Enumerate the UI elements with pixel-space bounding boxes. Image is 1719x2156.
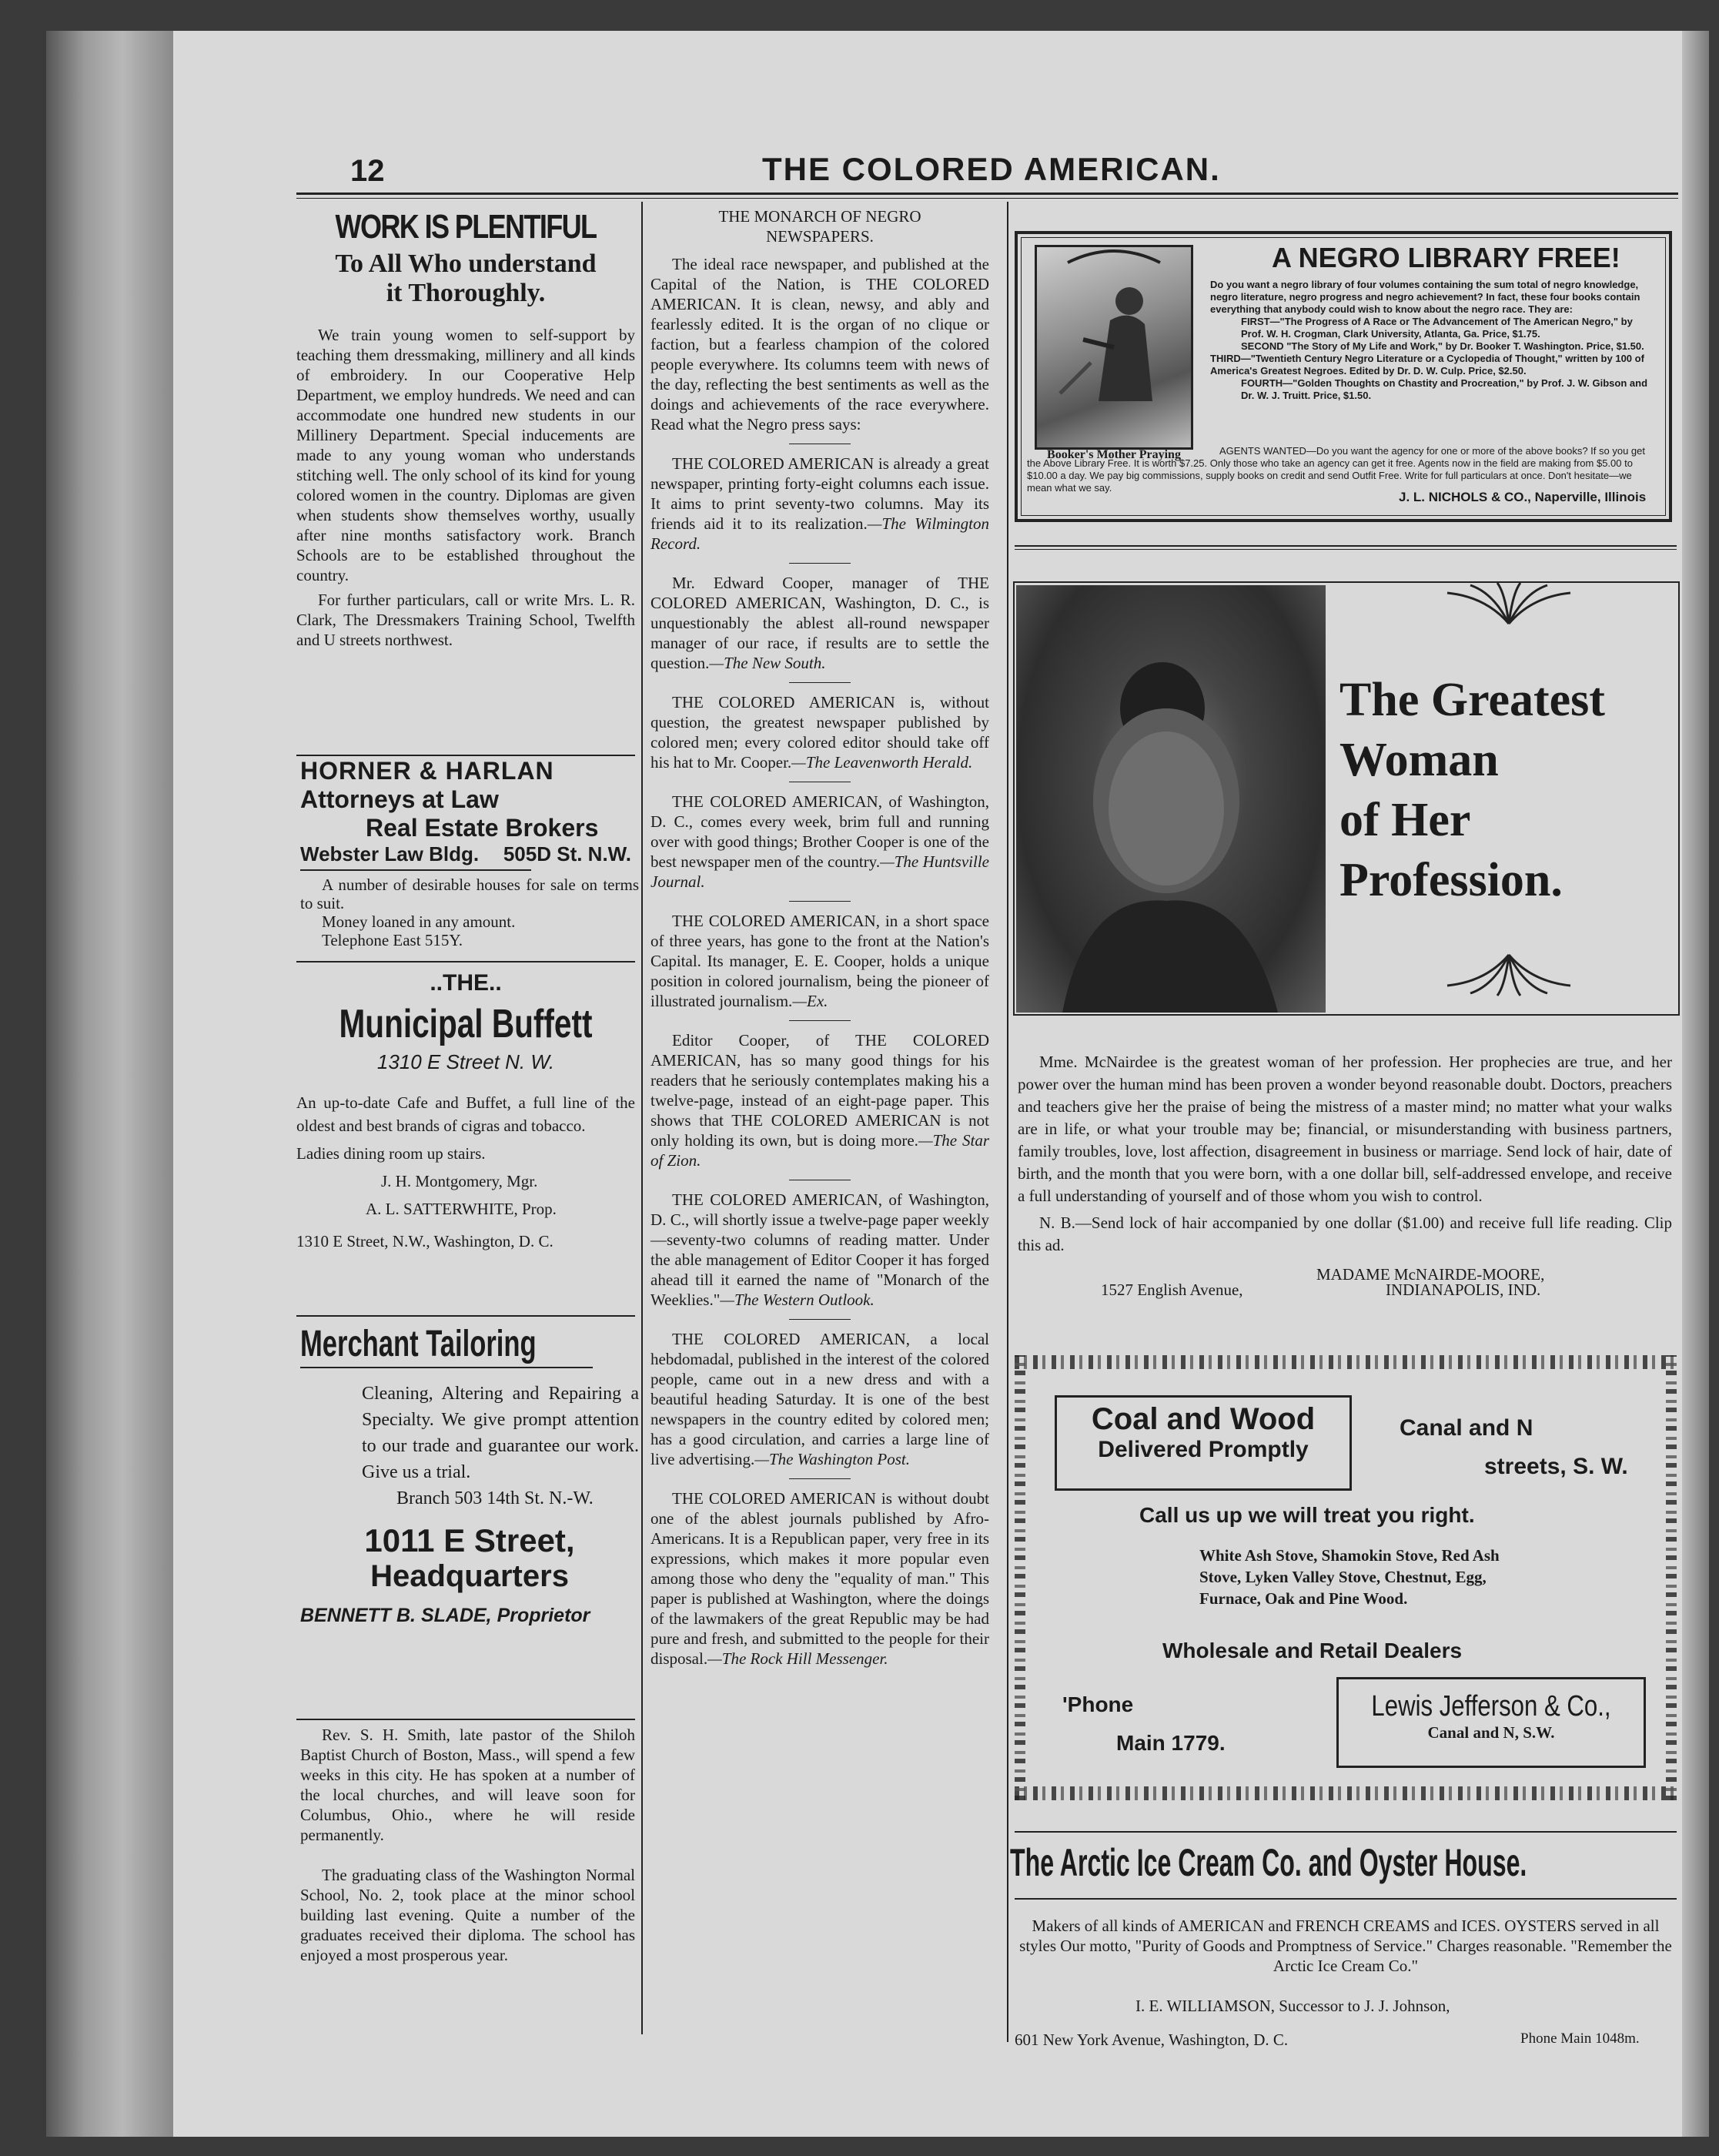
coal-phone1: 'Phone [1062,1692,1134,1716]
library-ad [1015,231,1672,522]
q-rule [789,901,851,902]
library-second: SECOND "The Story of My Life and Work," by Dr. Booker T. Washington. Price, $1.50. [1241,340,1644,352]
tailoring-branch: Branch 503 14th St. N.-W. [396,1488,594,1508]
buffett-ad [296,970,635,1253]
quote-3-src: —The Leavenworth Herald. [791,753,973,772]
mcnairdee-headline-3: of Her [1339,794,1471,846]
q-rule [789,1319,851,1320]
booker-illustration [1035,245,1193,450]
rule-tailoring-top [296,1315,635,1317]
tailoring-proprietor: BENNETT B. SLADE, Proprietor [300,1605,590,1626]
portrait-figure-icon [1016,585,1326,1013]
sunburst-bottom-icon [1440,951,1578,997]
quote-7-src: —The Western Outlook. [720,1291,875,1309]
monarch-title: THE MONARCH OF NEGRO NEWSPAPERS. [718,207,921,246]
q-rule [789,1020,851,1021]
work-p1: We train young women to self-support by teaching them dressmaking, millinery and all kinds of embroidery. In our Cooperative Help Department, we employ hundreds. We need and can accommodate one hundred new students in our Millinery Department. Special inducements are made to any young woman who understands stitching well. The only school of its kind for young colored women in the country. Diplomas are given when students show themselves worthy, usually after nine months satisfactory work. Branch Schools are to be established throughout the country. [296,326,635,584]
buffett-mgr: J. H. Montgomery, Mgr. [381,1172,538,1190]
header-rule-thin [296,198,1678,199]
rule-horner-mid [300,869,531,871]
horner-body [300,875,639,949]
booker-caption: Booker's Mother Praying [1047,448,1181,461]
mcnairdee-p2: N. B.—Send lock of hair accompanied by one dollar ($1.00) and receive full life reading. Clip this ad. [1018,1214,1672,1254]
coal-phone2: Main 1779. [1116,1731,1226,1755]
coal-box2: Delivered Promptly [1098,1437,1309,1462]
work-sub2: it Thoroughly. [386,279,546,307]
library-first: FIRST—"The Progress of A Race or The Advancement of The American Negro," by Prof. W. H. Crogman, Clark University, Atlanta, Ga. Price, $1.75. [1241,316,1633,340]
q-rule [789,1478,851,1479]
coal-title-box [1055,1395,1352,1491]
quote-8: THE COLORED AMERICAN, a local hebdomadal, published in the interest of the colored people, came out in a new dress and with a beautiful heading Saturday. It is one of the best newspapers in the country edited by colored men; has a good circulation, and carries a large line of live advertising. [650,1330,989,1468]
horner-p3: Telephone East 515Y. [322,931,463,949]
library-agents: AGENTS WANTED—Do you want the agency for one or more of the above books? If so you get the Above Library Free. It is worth $7.25. Only those who take an agency can get it free. Agents now in the field are making from $5.00 to $10.00 a day. We pay big commissions, supply books on credit and send Outfit Free. Write for full particulars at once. Don't hesitate—we mean what we say. [1027,445,1646,494]
quote-9-src: —The Rock Hill Messenger. [707,1649,888,1668]
arctic-title: The Arctic Ice Cream Co. and Oyster House. [1010,1841,1527,1884]
mcnairdee-portrait [1016,585,1326,1013]
buffett-footer: 1310 E Street, N.W., Washington, D. C. [296,1232,553,1250]
horner-name: HORNER & HARLAN [300,757,554,785]
quote-3: THE COLORED AMERICAN is, without question, the greatest newspaper published by colored men; every colored editor should take off his hat to Mr. Cooper. [650,693,989,772]
arctic-successor: I. E. WILLIAMSON, Successor to J. J. Johnson, [1135,1997,1450,2015]
q-rule [789,682,851,683]
buffett-p2: Ladies dining room up stairs. [296,1144,486,1163]
book-binding [46,31,173,2137]
column-rule-1 [641,202,643,2034]
quote-6: Editor Cooper, of THE COLORED AMERICAN, has so many good things for his readers that he seriously contemplates making his a twelve-page, instead of an eight-page paper. This shows that THE COLORED AMERICAN is not only holding its own, but is doing more. [650,1031,989,1150]
work-p2: For further particulars, call or write Mrs. L. R. Clark, The Dressmakers Training School, Twelfth and U streets northwest. [296,591,635,649]
buffett-prop: A. L. SATTERWHITE, Prop. [366,1200,557,1218]
smith-note: Rev. S. H. Smith, late pastor of the Shiloh Baptist Church of Boston, Mass., will spend a few weeks in this city. He has spoken at a number of the local churches, and will leave soon for Columbus, Ohio., where he will reside permanently. [300,1726,635,1844]
sunburst-ornament-icon [1440,951,1578,997]
buffett-addr: 1310 E Street N. W. [376,1050,555,1073]
coal-loc1: Canal and N [1400,1415,1533,1441]
coal-border-bottom-icon [1015,1786,1677,1800]
masthead: THE COLORED AMERICAN. [762,151,1221,187]
horner-p2: Money loaned in any amount. [322,912,516,931]
work-body [296,325,635,650]
coal-box1: Coal and Wood [1091,1402,1316,1436]
rule-arctic-under [1015,1898,1677,1900]
sunburst-ornament-icon [1440,581,1578,628]
coal-firm-box [1336,1677,1646,1768]
mcnairdee-sig-addr: 1527 English Avenue, [1101,1281,1243,1299]
rule-arctic-top [1015,1831,1677,1833]
col2 [650,206,989,1673]
quote-7: THE COLORED AMERICAN, of Washington, D. C., will shortly issue a twelve-page paper weekly—seventy-two columns of reading matter. Under the able management of Editor Cooper it has forged ahead till it earned the name of "Monarch of the Weeklies." [650,1190,989,1309]
tailoring-ad [300,1323,639,1627]
mcnairdee-headline-1: The Greatest [1339,674,1605,726]
page-edge [1682,31,1709,2137]
monarch-intro: The ideal race newspaper, and published at the Capital of the Nation, is THE COLORED AMERICAN. It is clean, newsy, and ably and fearlessly edited. It is the organ of no clique or faction, but a fearless champion of the colored people everywhere. Its columns teem with news of the day, reflecting the best sentiments as well as the doings and achievements of the race everywhere. Read what the Negro press says: [650,255,989,434]
buffett-name: Municipal Buffett [339,1002,593,1046]
header-rule [296,192,1678,195]
normal-note: The graduating class of the Washington Normal School, No. 2, took place at the minor school building last evening. Quite a number of the graduates received their diploma. The school has enjoyed a most prosperous year. [300,1866,635,1964]
quote-2: Mr. Edward Cooper, manager of THE COLORED AMERICAN, Washington, D. C., is unquestionably the ablest all-round newspaper manager of our race, if results are to settle the question. [650,574,989,672]
coal-border-right-icon [1666,1355,1677,1800]
mcnairdee-sig-name: MADAME McNAIRDE-MOORE, [1316,1265,1545,1284]
quote-1-src: —The Wilmington Record. [650,514,989,553]
quote-4: THE COLORED AMERICAN, of Washington, D. C., comes every week, brim full and running over with good things; Brother Cooper is one of the best newspaper men of the country. [650,792,989,871]
library-company: J. L. NICHOLS & CO., Naperville, Illinois [1399,490,1647,504]
quote-8-src: —The Washington Post. [754,1450,910,1468]
coal-firm-addr: Canal and N, S.W. [1427,1723,1555,1742]
mcnairdee-body [1018,1051,1672,1261]
col1 [296,208,635,654]
quote-6-src: —The Star of Zion. [650,1131,989,1170]
rule-tailoring-under [300,1367,593,1368]
coal-border-left-icon [1015,1355,1025,1800]
sunburst-top-icon [1440,581,1578,628]
arctic-p1: Makers of all kinds of AMERICAN and FRENCH CREAMS and ICES. OYSTERS served in all styles Our motto, "Purity of Goods and Promptness of Service." Charges reasonable. "Remember the Arctic Ice Cream Co." [1019,1917,1672,1975]
column-rule-2 [1007,202,1008,2042]
horner-line2: Real Estate Brokers [366,814,599,842]
horner-p1: A number of desirable houses for sale on terms to suit. [300,875,639,912]
horner-ad [300,757,639,949]
buffett-body [296,1091,635,1253]
library-text [1210,279,1657,402]
tailoring-hq1: 1011 E Street, [364,1522,575,1558]
buffett-the: ..THE.. [430,970,502,996]
tailoring-p1: Cleaning, Altering and Repairing a Specialty. We give prompt attention to our trade and guarantee our work. Give us a trial. [362,1384,639,1482]
coal-dealers: Wholesale and Retail Dealers [1162,1639,1463,1662]
quote-2-src: —The New South. [709,654,826,672]
mcnairdee-headline-2: Woman [1339,734,1499,786]
rule-horner-top [296,755,635,756]
work-headline: WORK IS PLENTIFUL [335,208,597,246]
q-rule [789,563,851,564]
rule-mcnairdee-top2 [1015,549,1677,550]
arctic-addr: 601 New York Avenue, Washington, D. C. [1015,2030,1289,2049]
quote-9: THE COLORED AMERICAN is without doubt one of the ablest journals published by Afro-Americans. It is a Republican paper, very free in its expressions, which makes it more popular even among those who deny the "equality of man." This paper is published at Washington, where the doings of the lawmakers of the great Republic may be had pure and fresh, and submitted to the people for their disposal. [650,1489,989,1668]
rule-mcnairdee-top [1015,545,1677,547]
rule-buffett-top [296,961,635,962]
mcnairdee-p1: Mme. McNairdee is the greatest woman of her profession. Her prophecies are true, and her power over the human mind has been proven a wonder beyond reasonable doubt. Doctors, preachers and teachers give her the praise of being the mistress of a master mind; no matter what your walks are in life, or what your trouble may be; financial, or misunderstanding with business partners, family troubles, love, lost affection, disagreement in business or marriage. Send lock of hair, date of birth, and the month that you were born, with a one dollar bill, self-addressed envelope, and receive a full understanding of yourself and of those whom you wish to control. [1018,1053,1672,1205]
praying-figure-icon [1037,247,1191,417]
library-fourth: FOURTH—"Golden Thoughts on Chastity and Procreation," by Prof. J. W. Gibson and Dr. W. J. Truitt. Price, $1.50. [1241,377,1648,401]
coal-stoves: White Ash Stove, Shamokin Stove, Red Ash Stove, Lyken Valley Stove, Chestnut, Egg, Furnace, Oak and Pine Wood. [1199,1546,1500,1608]
tailoring-body [300,1381,639,1512]
coal-border-top-icon [1015,1355,1677,1369]
page-number: 12 [350,154,385,188]
tailoring-title: Merchant Tailoring [300,1324,537,1364]
quote-4-src: —The Huntsville Journal. [650,852,989,891]
horner-bldg: Webster Law Bldg. [300,842,480,865]
arctic-phone: Phone Main 1048m. [1520,2030,1640,2047]
horner-addr: 505D St. N.W. [503,842,631,865]
coal-loc2: streets, S. W. [1484,1454,1628,1479]
mcnairdee-headline [1339,670,1605,910]
coal-ad [1015,1355,1677,1817]
mcnairdee-sig-city: INDIANAPOLIS, IND. [1386,1281,1541,1299]
horner-line1: Attorneys at Law [300,785,499,813]
quote-5: THE COLORED AMERICAN, in a short space of three years, has gone to the front at the Nation's Capital. Its manager, E. E. Cooper, holds a unique position in colored journalism, being the pioneer of illustrated journalism. [650,912,989,1010]
coal-firm: Lewis Jefferson & Co., [1371,1690,1611,1722]
rule-news-top [296,1719,635,1720]
library-intro: Do you want a negro library of four volumes containing the sum total of negro knowledge, negro literature, negro progress and negro achievement? In fact, these four books contain everything that anybody could wish to know about the negro race. They are: [1210,279,1640,315]
col1-news [300,1725,635,1970]
tailoring-hq2: Headquarters [370,1559,569,1593]
library-third: THIRD—"Twentieth Century Negro Literature or a Cyclopedia of Thought," written by 100 of America's Greatest Negroes. Edited by Dr. D. W. Culp. Price, $2.50. [1210,353,1644,377]
mcnairdee-headline-4: Profession. [1339,854,1563,906]
library-title: A NEGRO LIBRARY FREE! [1272,242,1620,273]
work-sub1: To All Who understand [335,249,597,278]
quote-5-src: —Ex. [792,992,828,1010]
coal-call: Call us up we will treat you right. [1139,1503,1475,1527]
buffett-p1: An up-to-date Cafe and Buffet, a full line of the oldest and best brands of cigras and tobacco. [296,1093,635,1135]
quote-1: THE COLORED AMERICAN is already a great newspaper, printing forty-eight columns each issue. It aims to print seventy-two columns. May its friends aid it to its realization. [650,454,989,533]
